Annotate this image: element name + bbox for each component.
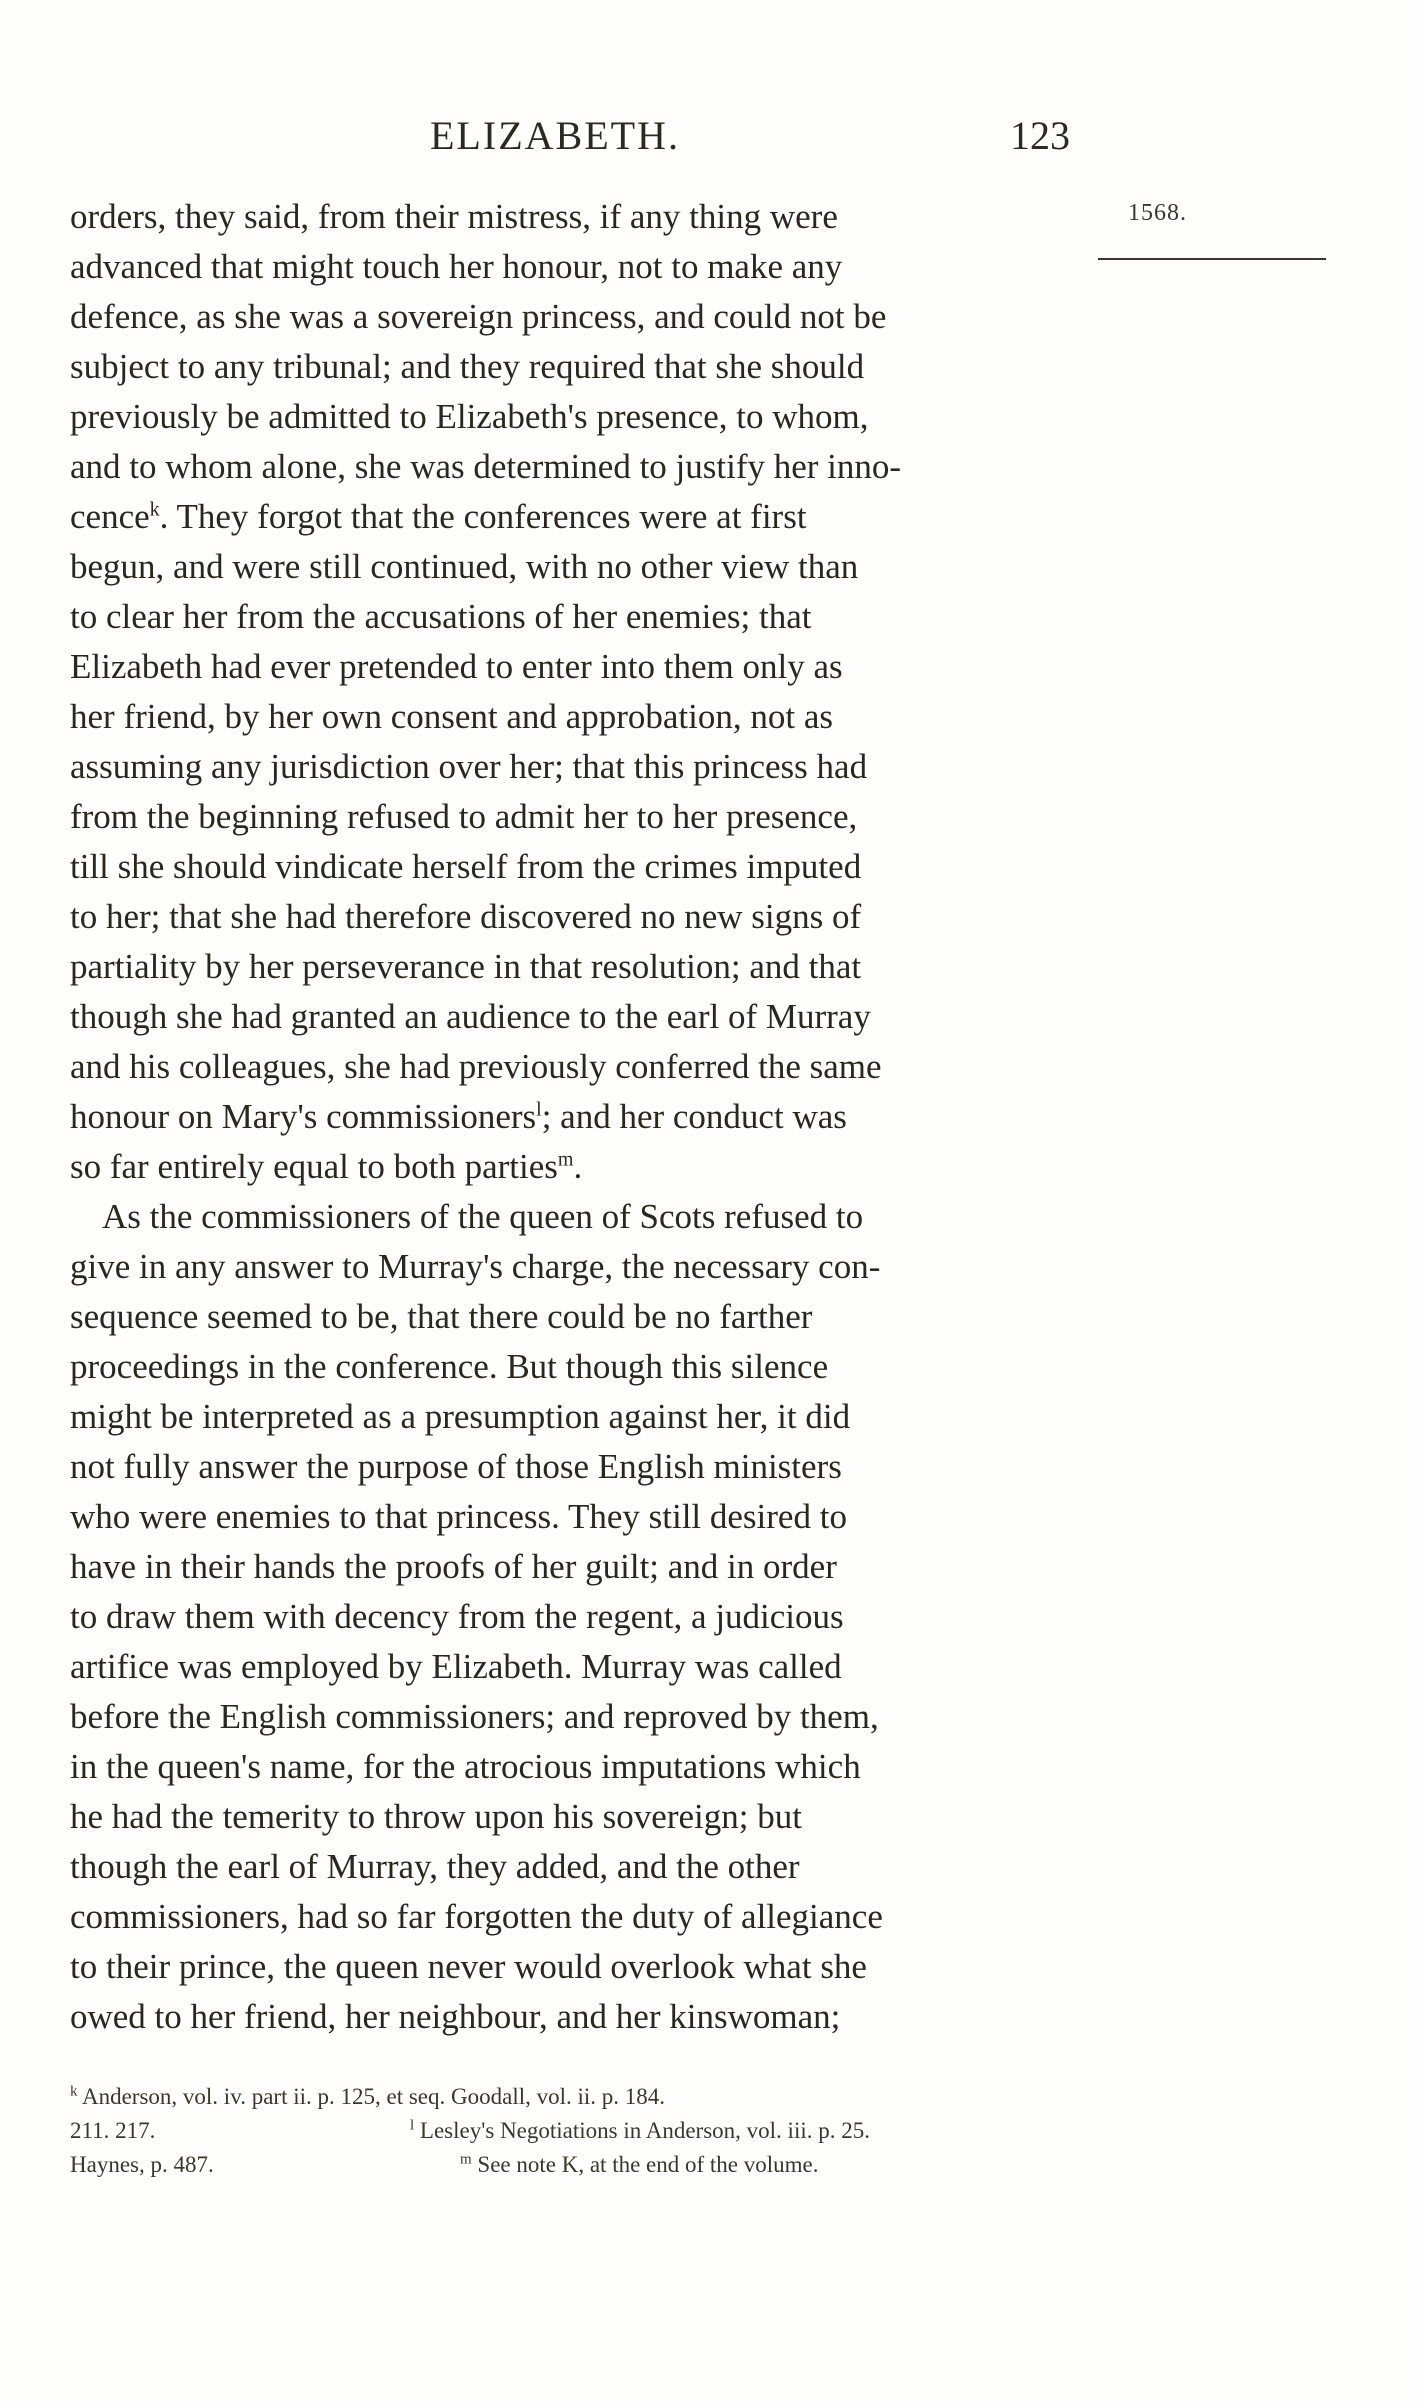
footnote-m xyxy=(460,2148,819,2182)
margin-rule xyxy=(1098,258,1326,260)
text-line: and to whom alone, she was determined to justify her inno- xyxy=(70,447,902,486)
text-line: in the queen's name, for the atrocious imputations which xyxy=(70,1747,861,1786)
footnote-l xyxy=(410,2114,870,2148)
text-line: have in their hands the proofs of her guilt; and in order xyxy=(70,1547,837,1586)
footnotes xyxy=(70,2080,1120,2182)
text-line: to clear her from the accusations of her enemies; that xyxy=(70,597,812,636)
text-line: to her; that she had therefore discovered no new signs of xyxy=(70,897,862,936)
line-segment: honour on Mary's commissioners$^l$; and her conduct was xyxy=(70,1097,847,1136)
text-line xyxy=(70,1142,1110,1192)
text-line: and his colleagues, she had previously conferred the same xyxy=(70,1047,882,1086)
footnote-row-2 xyxy=(70,2114,1120,2148)
footnote-ref-m[interactable]: m xyxy=(557,1148,574,1171)
text-line: to their prince, the queen never would overlook what she xyxy=(70,1947,867,1986)
text-line: orders, they said, from their mistress, if any thing were xyxy=(70,197,838,236)
text-line: might be interpreted as a presumption against her, it did xyxy=(70,1397,851,1436)
text-line: he had the temerity to throw upon his sovereign; but xyxy=(70,1797,802,1836)
text-line: who were enemies to that princess. They still desired to xyxy=(70,1497,847,1536)
line-segment: so far entirely equal to both parties$^m$. xyxy=(70,1147,583,1186)
text-line: her friend, by her own consent and approbation, not as xyxy=(70,697,833,736)
footnote-ref-l[interactable]: l xyxy=(536,1098,542,1121)
footnote-ref-k[interactable]: k xyxy=(149,498,160,521)
footnote-mark-l: l xyxy=(410,2117,415,2134)
footnote-mark-k: k xyxy=(70,2083,78,2100)
text-line: subject to any tribunal; and they required that she should xyxy=(70,347,865,386)
text-line: artifice was employed by Elizabeth. Murray was called xyxy=(70,1647,842,1686)
text-line: though she had granted an audience to the earl of Murray xyxy=(70,997,871,1036)
footnote-k-continuation: 211. 217. xyxy=(70,2118,156,2143)
footnote-m-text: See note K, at the end of the volume. xyxy=(477,2152,819,2177)
text-line: proceedings in the conference. But though this silence xyxy=(70,1347,829,1386)
text-line: defence, as she was a sovereign princess, and could not be xyxy=(70,297,887,336)
running-title: ELIZABETH. xyxy=(430,113,680,158)
text-line xyxy=(70,492,1110,542)
text-line: not fully answer the purpose of those English ministers xyxy=(70,1447,842,1486)
text-line: As the commissioners of the queen of Scots refused to xyxy=(102,1197,864,1236)
text-line: though the earl of Murray, they added, and the other xyxy=(70,1847,800,1886)
footnote-k xyxy=(70,2080,1120,2114)
text-line: partiality by her perseverance in that resolution; and that xyxy=(70,947,862,986)
text-line: to draw them with decency from the regent, a judicious xyxy=(70,1597,844,1636)
text-line: sequence seemed to be, that there could be no farther xyxy=(70,1297,813,1336)
text-line: assuming any jurisdiction over her; that this princess had xyxy=(70,747,868,786)
running-head xyxy=(0,112,1421,162)
text-line: previously be admitted to Elizabeth's presence, to whom, xyxy=(70,397,869,436)
footnote-l-continuation: Haynes, p. 487. xyxy=(70,2152,214,2177)
page-number: 123 xyxy=(1010,113,1070,158)
text-line: give in any answer to Murray's charge, the necessary con- xyxy=(70,1247,881,1286)
paragraph-1 xyxy=(70,192,1110,1192)
paragraph-2 xyxy=(70,1192,1110,2042)
text-line: till she should vindicate herself from the crimes imputed xyxy=(70,847,862,886)
text-line: commissioners, had so far forgotten the duty of allegiance xyxy=(70,1897,883,1936)
footnote-row-3 xyxy=(70,2148,1120,2182)
text-line: advanced that might touch her honour, not to make any xyxy=(70,247,843,286)
footnote-l-text: Lesley's Negotiations in Anderson, vol. iii. p. 25. xyxy=(419,2118,870,2143)
text-line: Elizabeth had ever pretended to enter into them only as xyxy=(70,647,843,686)
text-line xyxy=(70,1092,1110,1142)
line-segment: cence$^k$. They forgot that the conferences were at first xyxy=(70,497,807,536)
footnote-k-text: Anderson, vol. iv. part ii. p. 125, et seq. Goodall, vol. ii. p. 184. xyxy=(81,2084,666,2109)
margin-year-note: 1568. xyxy=(1128,200,1187,226)
text-line: owed to her friend, her neighbour, and her kinswoman; xyxy=(70,1997,841,2036)
text-line: before the English commissioners; and reproved by them, xyxy=(70,1697,879,1736)
footnote-mark-m: m xyxy=(460,2151,472,2168)
text-line: begun, and were still continued, with no other view than xyxy=(70,547,859,586)
body-text xyxy=(70,192,1110,2042)
text-line: from the beginning refused to admit her to her presence, xyxy=(70,797,858,836)
